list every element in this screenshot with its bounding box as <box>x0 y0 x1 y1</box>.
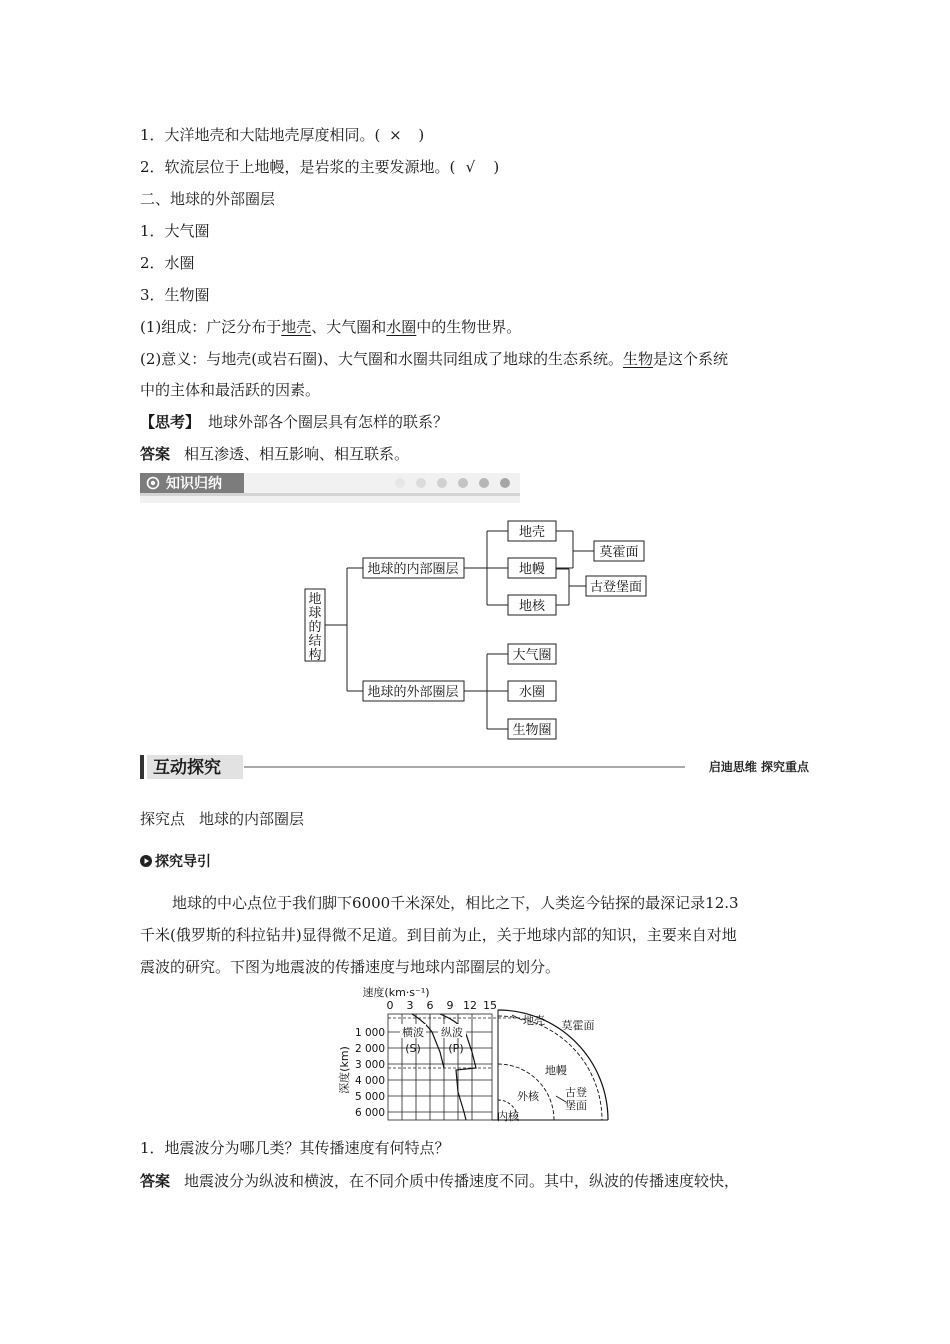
seismic-figure <box>330 982 610 1126</box>
tree-root-char: 构 <box>308 648 322 663</box>
banner-title: 知识归纳 <box>166 476 222 492</box>
section-heading-outer: 二、地球的外部圈层 <box>140 190 276 208</box>
explore-point: 探究点 地球的内部圈层 <box>140 810 305 828</box>
list-item-hydrosphere: 2．水圈 <box>140 254 195 272</box>
tree-root-char: 的 <box>308 620 322 635</box>
section-tagline: 启迪思维 探究重点 <box>708 760 809 774</box>
speed-tick: 3 <box>406 999 414 1012</box>
crust-label: 地壳 <box>523 1014 545 1027</box>
answer-label: 答案 <box>140 1172 171 1190</box>
question-1: 1．地震波分为哪几类？其传播速度有何特点？ <box>140 1139 450 1157</box>
paragraph-line-1: 地球的中心点位于我们脚下6000千米深处，相比之下，人类迄今钻探的最深记录12.3 <box>172 894 739 912</box>
inner-core-label: 内核 <box>497 1110 519 1123</box>
tree-branch-inner: 地球的内部圈层 <box>367 562 459 577</box>
tree-root-char: 球 <box>308 606 322 621</box>
tree-node-biosphere: 生物圈 <box>512 723 552 738</box>
tree-node-hydrosphere: 水圈 <box>518 685 546 700</box>
think-label: 【思考】 <box>140 413 201 431</box>
tree-node-moho: 莫霍面 <box>599 545 639 560</box>
blank-answer: 生物 <box>622 350 653 368</box>
judge-item-1: 1．大洋地壳和大陆地壳厚度相同。( × ) <box>140 126 425 144</box>
paragraph-line-3: 震波的研究。下图为地震波的传播速度与地球内部圈层的划分。 <box>140 958 561 976</box>
tree-node-crust: 地壳 <box>518 525 546 540</box>
answer-label: 答案 <box>140 445 171 463</box>
play-circle-icon <box>140 855 152 867</box>
depth-tick: 3 000 <box>354 1059 385 1071</box>
p-wave-symbol: (P) <box>448 1042 464 1055</box>
tree-root-char: 结 <box>308 634 322 649</box>
tree-root-char: 地 <box>308 592 322 607</box>
significance-line-2: 中的主体和最活跃的因素。 <box>140 381 321 399</box>
check-mark: √ <box>465 158 476 176</box>
list-item-atmosphere: 1．大气圈 <box>140 222 210 240</box>
section-title: 互动探究 <box>153 758 221 778</box>
guide-heading: 探究导引 <box>140 852 211 872</box>
p-wave-label: 纵波 <box>441 1026 463 1039</box>
s-wave-symbol: (S) <box>405 1042 421 1055</box>
speed-tick: 15 <box>483 999 497 1012</box>
s-wave-curve <box>412 1014 444 1068</box>
speed-tick: 0 <box>386 999 394 1012</box>
think-question: 【思考】 地球外部各个圈层具有怎样的联系？ <box>140 413 449 431</box>
depth-tick: 6 000 <box>354 1107 385 1119</box>
depth-tick: 1 000 <box>354 1027 385 1039</box>
judge-item-2: 2．软流层位于上地幔，是岩浆的主要发源地。( √ ) <box>140 158 500 176</box>
think-answer: 答案 相互渗透、相互影响、相互联系。 <box>140 445 410 463</box>
blank-answer: 地壳 <box>281 318 312 336</box>
gutenberg-label-2: 堡面 <box>565 1099 587 1112</box>
composition-line: (1)组成：广泛分布于地壳、大气圈和水圈中的生物世界。 <box>140 318 522 336</box>
speed-tick: 9 <box>446 999 454 1012</box>
depth-tick: 5 000 <box>354 1091 385 1103</box>
tree-node-atmosphere: 大气圈 <box>512 648 552 663</box>
speed-tick: 6 <box>426 999 434 1012</box>
depth-tick: 2 000 <box>354 1043 385 1055</box>
tree-node-gutenberg: 古登堡面 <box>589 580 643 595</box>
moho-label: 莫霍面 <box>561 1019 595 1032</box>
blank-answer: 水圈 <box>386 318 417 336</box>
depth-axis-title: 深度(km) <box>338 1046 351 1094</box>
tree-root <box>308 591 321 663</box>
list-item-biosphere: 3．生物圈 <box>140 286 210 304</box>
speed-axis-title: 速度(km·s⁻¹) <box>362 986 430 999</box>
paragraph-line-2: 千米(俄罗斯的科拉钻井)显得微不足道。到目前为止，关于地球内部的知识，主要来自对地 <box>140 926 737 944</box>
speed-tick: 12 <box>463 999 477 1012</box>
mantle-label: 地幔 <box>545 1064 567 1077</box>
section-header <box>140 752 812 782</box>
cross-mark: × <box>389 126 402 144</box>
s-wave-label: 横波 <box>402 1026 424 1039</box>
tree-node-core: 地核 <box>518 599 546 614</box>
answer-1: 答案 地震波分为纵波和横波，在不同介质中传播速度不同。其中，纵波的传播速度较快， <box>140 1172 740 1190</box>
tree-branch-outer: 地球的外部圈层 <box>367 685 459 700</box>
significance-line: (2)意义：与地壳(或岩石圈)、大气圈和水圈共同组成了地球的生态系统。生物是这个系统 <box>140 350 728 368</box>
depth-tick: 4 000 <box>354 1075 385 1087</box>
tree-node-mantle: 地幔 <box>518 562 546 577</box>
gutenberg-label: 古登 <box>565 1086 587 1099</box>
outer-core-label: 外核 <box>517 1090 539 1103</box>
